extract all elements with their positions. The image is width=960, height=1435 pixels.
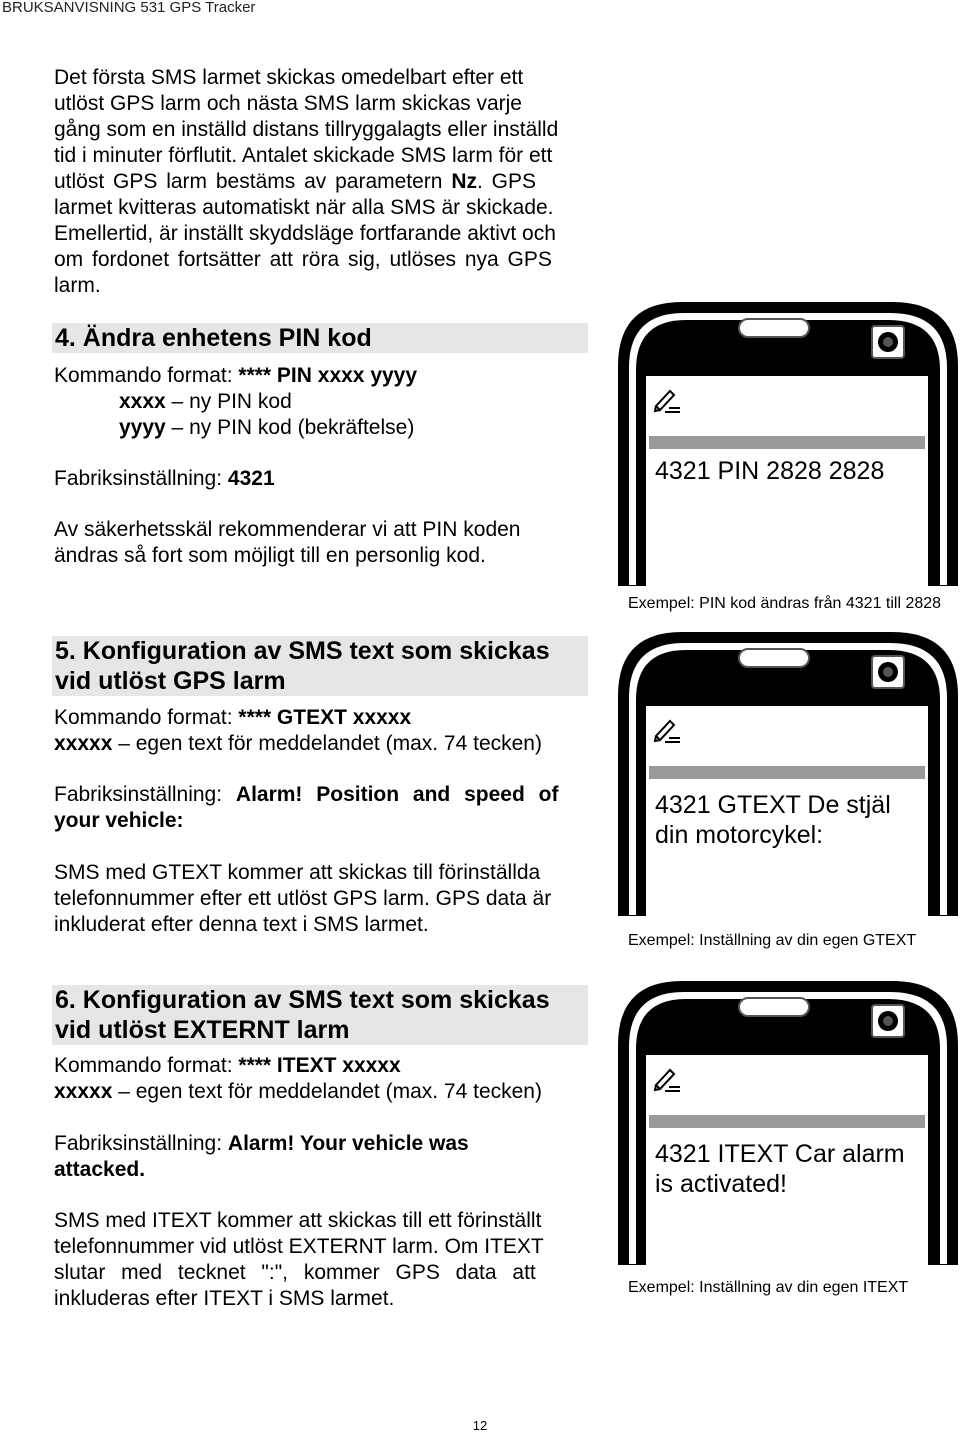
section-4-factory: Fabriksinställning: 4321 [54,467,275,490]
intro-line: utlöst GPS larm och nästa SMS larm skickas varje [54,92,522,115]
pen-icon [652,716,682,744]
section-4-note: ändras så fort som möjligt till en personlig kod. [54,544,486,567]
section-6-note: SMS med ITEXT kommer att skickas till ett förinställt [54,1209,542,1232]
phone-body [612,626,960,916]
sms-text: 4321 GTEXT De stjäl din motorcykel: [655,791,891,849]
section-4-note: Av säkerhetsskäl rekommenderar vi att PIN koden [54,518,521,541]
section-5-param: xxxxx – egen text för meddelandet (max. 74 tecken) [54,732,542,755]
intro-line: gång som en inställd distans tillryggalagts eller inställd [54,118,559,141]
running-header: BRUKSANVISNING 531 GPS Tracker [2,0,256,16]
menu-button-icon [738,648,810,668]
page-number: 12 [472,1418,488,1433]
camera-button-icon [870,324,906,360]
section-4-heading: 4. Ändra enhetens PIN kod [52,323,588,353]
sms-text: 4321 PIN 2828 2828 [655,457,885,485]
intro-line: larmet kvitteras automatiskt när alla SMS är skickade. [54,196,554,219]
section-5-factory: Fabriksinställning: Alarm! Position and speed of [54,783,559,806]
intro-line: Emellertid, är inställt skyddsläge fortfarande aktivt och [54,222,556,245]
parameter-nz: Nz [451,170,477,193]
section-4-param: yyyy – ny PIN kod (bekräftelse) [119,416,415,439]
section-4-caption: Exempel: PIN kod ändras från 4321 till 2828 [628,595,942,612]
section-6-command: Kommando format: **** ITEXT xxxxx [54,1054,401,1077]
intro-line: om fordonet fortsätter att röra sig, utlöses nya GPS [54,248,552,271]
phone-illustration [612,296,960,586]
section-4-command: Kommando format: **** PIN xxxx yyyy [54,364,418,387]
section-6-factory: attacked. [54,1158,146,1181]
camera-button-icon [870,654,906,690]
camera-button-icon [870,1003,906,1039]
section-6-note: inkluderas efter ITEXT i SMS larmet. [54,1287,395,1310]
section-5-factory: your vehicle: [54,809,184,832]
section-4-param: xxxx – ny PIN kod [119,390,292,413]
section-5-caption: Exempel: Inställning av din egen GTEXT [628,932,917,949]
section-5-note: SMS med GTEXT kommer att skickas till förinställda [54,861,541,884]
section-6-factory: Fabriksinställning: Alarm! Your vehicle was [54,1132,469,1155]
section-6-note: telefonnummer vid utlöst EXTERNT larm. Om ITEXT [54,1235,544,1258]
intro-line: utlöst GPS larm bestäms av parametern Nz. GPS [54,170,537,193]
section-5-note: inkluderat efter denna text i SMS larmet. [54,913,429,936]
section-6-param: xxxxx – egen text för meddelandet (max. 74 tecken) [54,1080,542,1103]
section-5-heading: 5. Konfiguration av SMS text som skickas vid utlöst GPS larm [52,636,588,696]
menu-button-icon [738,318,810,338]
phone-body [612,296,960,586]
sms-text: 4321 ITEXT Car alarm is activated! [655,1140,905,1198]
phone-illustration [612,975,960,1265]
phone-body [612,975,960,1265]
intro-line: larm. [54,274,101,297]
section-5-command: Kommando format: **** GTEXT xxxxx [54,706,412,729]
pen-icon [652,386,682,414]
section-6-note: slutar med tecknet ":", kommer GPS data att [54,1261,536,1284]
section-5-note: telefonnummer efter ett utlöst GPS larm. GPS data är [54,887,552,910]
pen-icon [652,1065,682,1093]
phone-illustration [612,626,960,916]
section-6-caption: Exempel: Inställning av din egen ITEXT [628,1279,909,1296]
menu-button-icon [738,997,810,1017]
intro-line: Det första SMS larmet skickas omedelbart efter ett [54,66,524,89]
section-6-heading: 6. Konfiguration av SMS text som skickas vid utlöst EXTERNT larm [52,985,588,1045]
intro-line: tid i minuter förflutit. Antalet skickade SMS larm för ett [54,144,553,167]
